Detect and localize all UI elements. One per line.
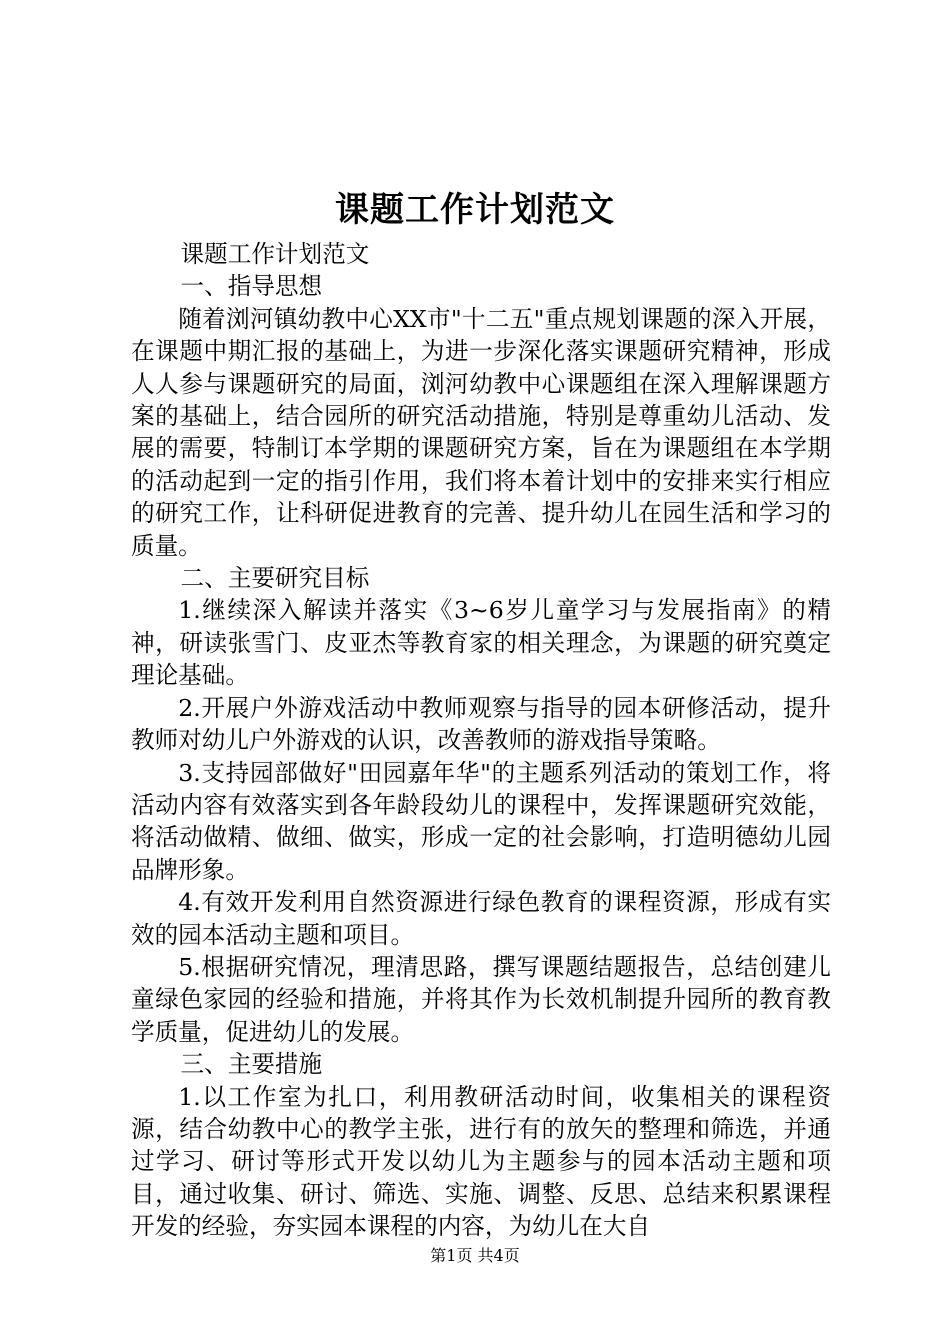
section-heading-1: 一、指导思想	[180, 272, 323, 301]
paragraph-subtitle: 课题工作计划范文	[180, 240, 370, 268]
section-heading-3: 三、主要措施	[180, 1050, 323, 1079]
document-body	[131, 238, 831, 1243]
section-heading-2: 二、主要研究目标	[180, 564, 370, 593]
list-item: 5.根据研究情况，理清思路，撰写课题结题报告，总结创建儿童绿色家园的经验和措施，并将其作为长效机制提升园所的教育教学质量，促进幼儿的发展。	[131, 952, 831, 1046]
list-item: 1.以工作室为扎口，利用教研活动时间，收集相关的课程资源，结合幼教中心的教学主张，进行有的放矢的整理和筛选，并通过学习、研讨等形式开发以幼儿为主题参与的园本活动主题和项目，通过收集、研讨、筛选、实施、调整、反思、总结来积累课程开发的经验，夯实园本课程的内容，为幼儿在大自	[131, 1082, 831, 1241]
paragraph: 随着浏河镇幼教中心XX市"十二五"重点规划课题的深入开展，在课题中期汇报的基础上，为进一步深化落实课题研究精神，形成人人参与课题研究的局面，浏河幼教中心课题组在深入理解课题方案的基础上，结合园所的研究活动措施，特别是尊重幼儿活动、发展的需要，特制订本学期的课题研究方案，旨在为课题组在本学期的活动起到一定的指引作用，我们将本着计划中的安排来实行相应的研究工作，让科研促进教育的完善、提升幼儿在园生活和学习的质量。	[131, 304, 831, 560]
page-footer: 第1页 共4页	[430, 1246, 520, 1265]
document-title: 课题工作计划范文	[335, 190, 615, 230]
list-item: 2.开展户外游戏活动中教师观察与指导的园本研修活动，提升教师对幼儿户外游戏的认识，改善教师的游戏指导策略。	[131, 693, 831, 755]
list-item: 3.支持园部做好"田园嘉年华"的主题系列活动的策划工作，将活动内容有效落实到各年龄段幼儿的课程中，发挥课题研究效能，将活动做精、做细、做实，形成一定的社会影响，打造明德幼儿园品牌形象。	[131, 758, 831, 884]
list-item: 4.有效开发利用自然资源进行绿色教育的课程资源，形成有实效的园本活动主题和项目。	[131, 888, 831, 949]
list-item: 1.继续深入解读并落实《3~6岁儿童学习与发展指南》的精神，研读张雪门、皮亚杰等教育家的相关理念，为课题的研究奠定理论基础。	[131, 596, 831, 690]
